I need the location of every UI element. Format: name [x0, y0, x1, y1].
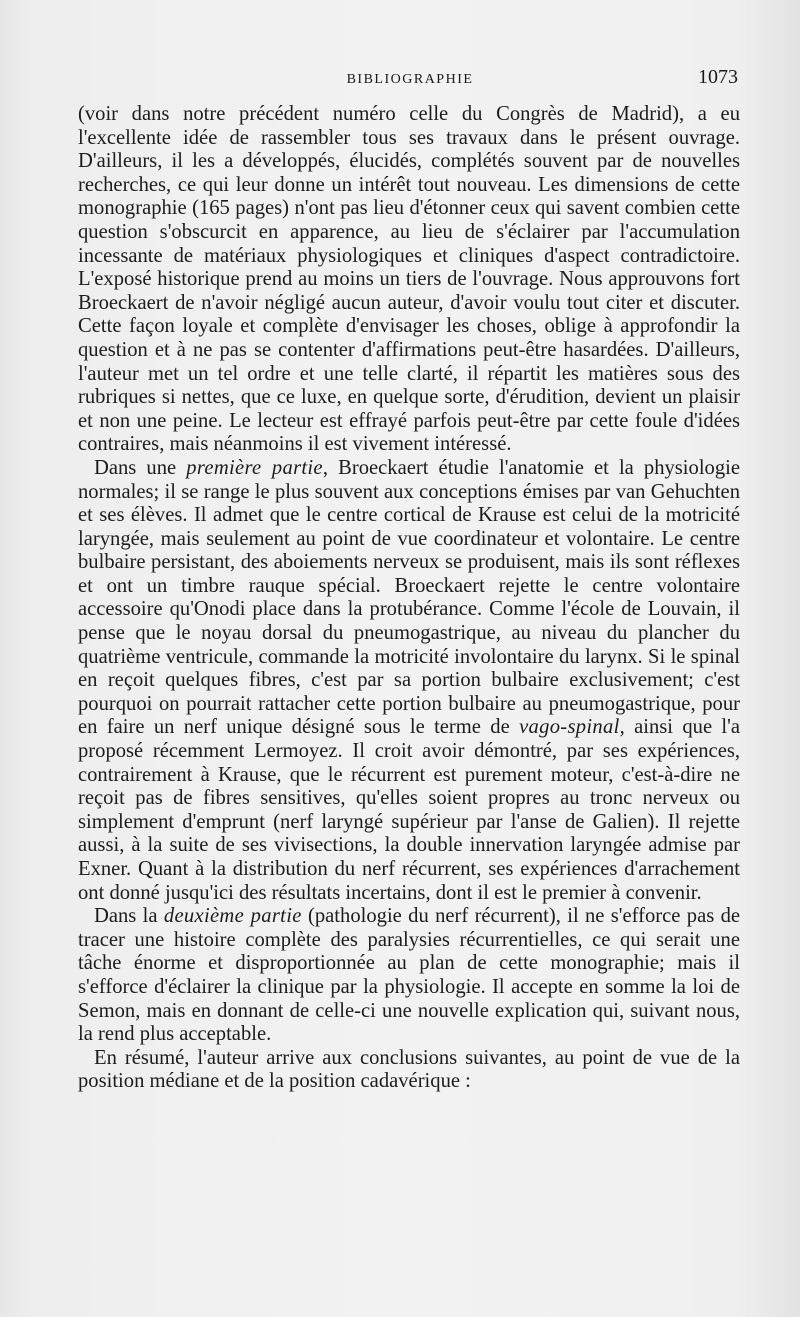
paragraph-4	[78, 1047, 740, 1094]
paragraph-2-before: Dans une	[94, 456, 187, 479]
paragraph-1	[78, 103, 740, 457]
paragraph-4-text: En résumé, l'auteur arrive aux conclusions suivantes, au point de vue de la position médiane et de la position cadavérique :	[78, 1046, 740, 1093]
body-text	[78, 103, 740, 1094]
page-number: 1073	[698, 66, 738, 88]
paragraph-3-before: Dans la	[94, 905, 164, 928]
paragraph-2-emphasis-2: vago-spinal	[519, 716, 620, 739]
paragraph-3-emphasis: deuxième partie	[163, 905, 302, 928]
paragraph-1-text: (voir dans notre précédent numéro celle du Congrès de Madrid), a eu l'excellente idée de rassembler tous ses travaux dans le présent ouvrage. D'ailleurs, il les a développés, élucidés, complétés souvent par de nouvelles recherches, ce qui leur donne un intérêt tout nouveau. Les dimensions de cette monographie (165 pages) n'ont pas lieu d'étonner ceux qui savent combien cette question s'obscurcit en apparence, au lieu de s'éclairer par l'accumulation incessante de matériaux physiologiques et cliniques d'aspect contradictoire. L'exposé historique prend au moins un tiers de l'ouvrage. Nous approuvons fort Broeckaert de n'avoir négligé aucun auteur, d'avoir voulu tout citer et discuter. Cette façon loyale et complète d'envisager les choses, oblige à approfondir la question et à ne pas se contenter d'affirmations peut-être hasardées. D'ailleurs, l'auteur met un tel ordre et une telle clarté, il répartit les matières sous des rubriques si nettes, que ce luxe, en quelque sorte, d'érudition, devient un plaisir et non une peine. Le lecteur est effrayé parfois peut-être par cette foule d'idées contraires, mais néanmoins il est vivement intéressé.	[78, 103, 740, 456]
paragraph-2-after-2: , ainsi que l'a proposé récemment Lermoyez. Il croit avoir démontré, par ses expériences, contrairement à Krause, que le récurrent est purement moteur, c'est-à-dire ne reçoit pas de fibres sensitives, qu'elles soient propres au tronc nerveux ou simplement d'emprunt (nerf laryngé supérieur par l'anse de Galien). Il rejette aussi, à la suite de ses vivisections, la double innervation laryngée admise par Exner. Quant à la distribution du nerf récurrent, ses expériences d'arrachement ont donné jusqu'ici des résultats incertains, dont il est le premier à convenir.	[78, 716, 740, 904]
paragraph-2-after: , Broeckaert étudie l'anatomie et la physiologie normales; il se range le plus souvent aux conceptions émises par van Gehuchten et ses élèves. Il admet que le centre cortical de Krause est celui de la motricité laryngée, mais seulement au point de vue coordinateur et volontaire. Le centre bulbaire persistant, des aboiements nerveux se produisent, mais ils sont réflexes et ont un timbre rauque spécial. Broeckaert rejette le centre volontaire accessoire qu'Onodi place dans la protubérance. Comme l'école de Louvain, il pense que le noyau dorsal du pneumogastrique, au niveau du plancher du quatrième ventricule, commande la motricité involontaire du larynx. Si le spinal en reçoit quelques fibres, c'est par sa portion bulbaire exclusivement; c'est pourquoi on pourrait rattacher cette portion bulbaire au pneumogastrique, pour en faire un nerf unique désigné sous le terme de	[78, 456, 741, 739]
paragraph-2	[78, 457, 740, 905]
paragraph-2-emphasis: première partie	[186, 456, 323, 479]
paragraph-3-after: (pathologie du nerf récurrent), il ne s'efforce pas de tracer une histoire complète des paralysies récurrentielles, ce qui serait une tâche énorme et disproportionnée au plan de cette monographie; mais il s'efforce d'éclairer la clinique par la physiologie. Il accepte en somme la loi de Semon, mais en donnant de celle-ci une nouvelle explication qui, suivant nous, la rend plus acceptable.	[78, 905, 741, 1046]
running-title: BIBLIOGRAPHIE	[346, 72, 474, 87]
paragraph-3	[78, 905, 740, 1047]
page-header	[80, 66, 740, 94]
